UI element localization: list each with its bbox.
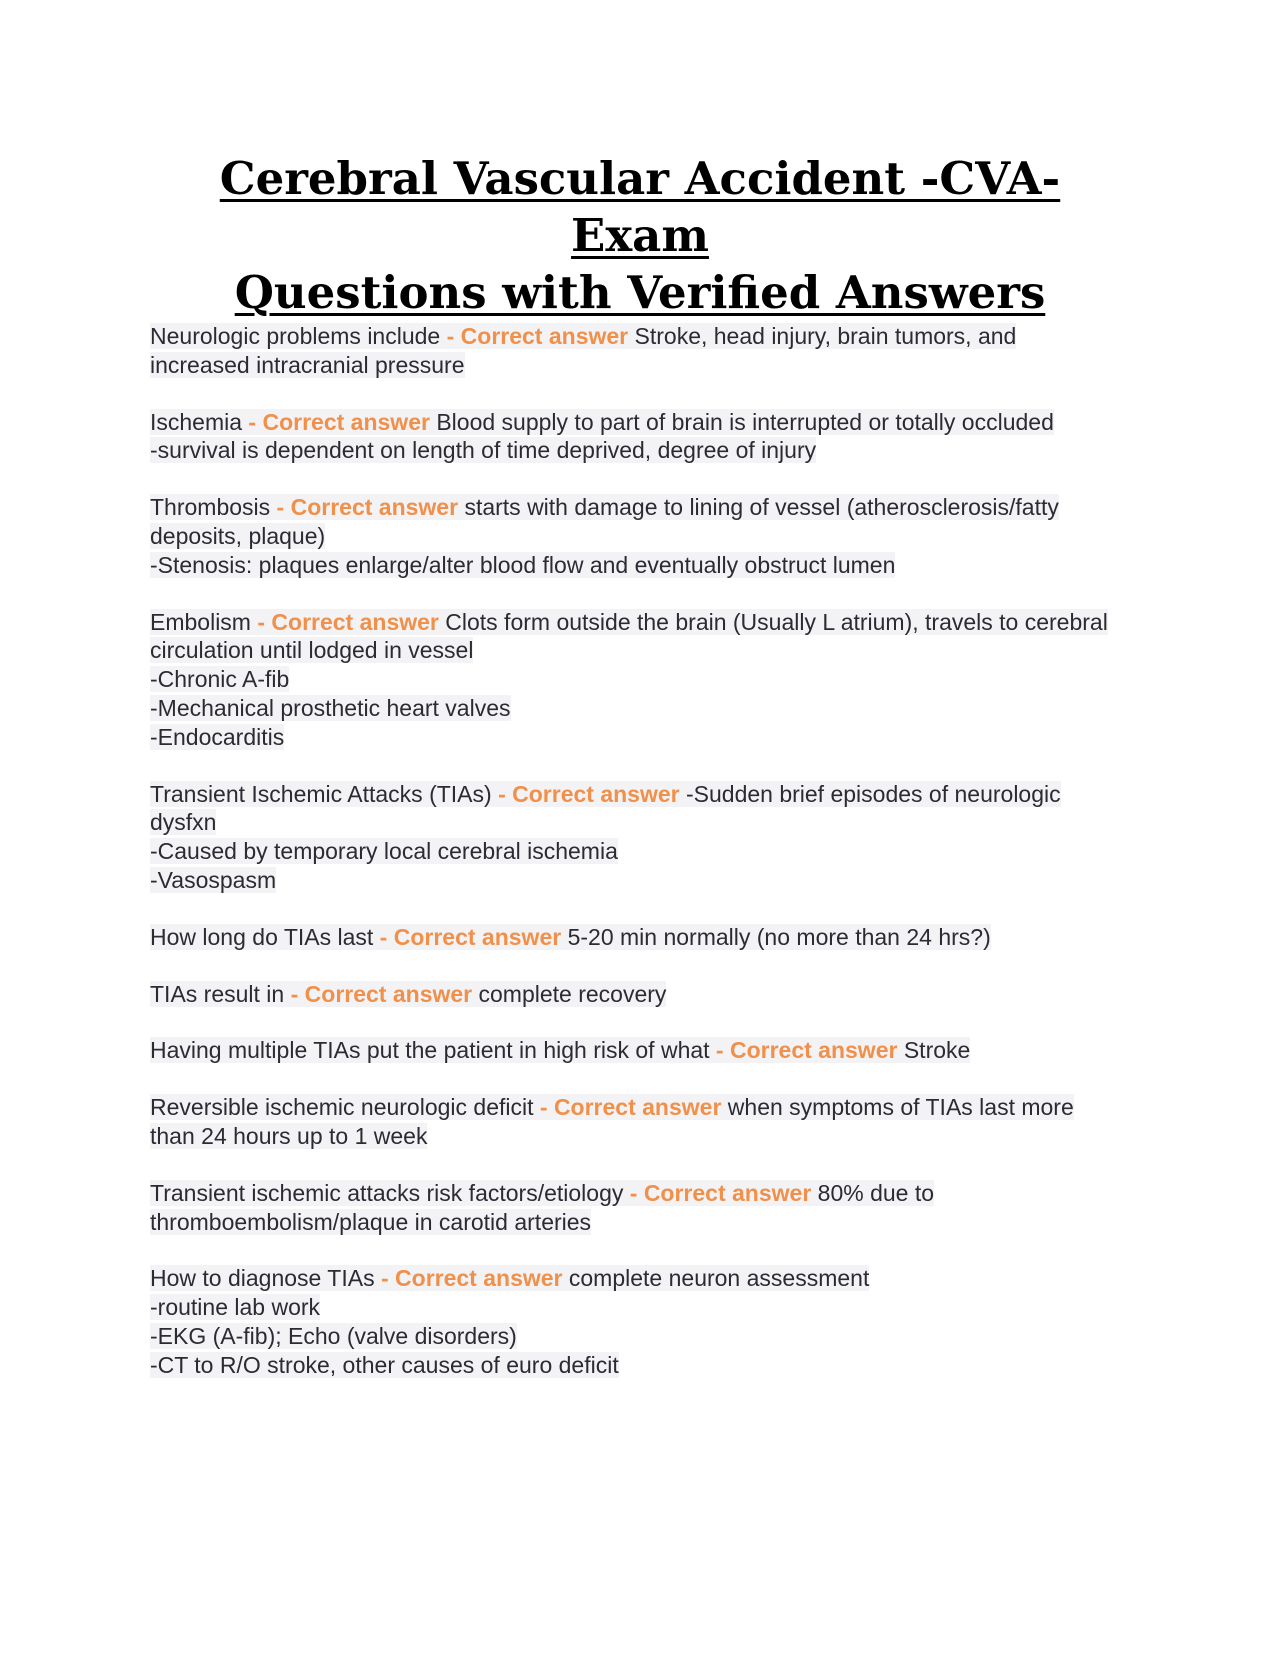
answer-text: 5-20 min normally (no more than 24 hrs?) [567, 923, 991, 950]
answer-detail-line [150, 723, 1110, 752]
answer-detail-text: -Caused by temporary local cerebral ischemia [150, 838, 618, 865]
answer-detail-line [150, 1322, 1110, 1351]
answer-detail-line [150, 1293, 1110, 1322]
correct-answer-label: - Correct answer [242, 408, 437, 435]
answer-text: complete recovery [478, 980, 667, 1007]
answer-text: complete neuron assessment [568, 1265, 870, 1292]
question-text: Transient Ischemic Attacks (TIAs) [150, 780, 492, 807]
qa-main-line [150, 408, 1110, 437]
correct-answer-label: - Correct answer [250, 608, 446, 635]
answer-text: Stroke, head injury, brain tumors, and increased intracranial pressure [150, 323, 1017, 378]
question-text: Ischemia [150, 408, 243, 435]
qa-highlight [150, 1265, 869, 1291]
answer-detail-text: -Stenosis: plaques enlarge/alter blood flow and eventually obstruct lumen [150, 551, 896, 578]
answer-detail-line [150, 694, 1110, 723]
correct-answer-label: - Correct answer [709, 1037, 904, 1064]
qa-main-line [150, 322, 1110, 380]
qa-item [150, 923, 1110, 952]
qa-main-line [150, 1264, 1110, 1293]
qa-highlight [150, 924, 991, 950]
qa-main-line [150, 923, 1110, 952]
answer-text: when symptoms of TIAs last more than 24 hours up to 1 week [150, 1094, 1074, 1149]
qa-highlight [150, 781, 1061, 836]
qa-item [150, 1264, 1110, 1379]
qa-highlight [150, 1180, 934, 1235]
answer-detail-text: -Vasospasm [150, 866, 277, 893]
qa-item [150, 322, 1110, 380]
qa-main-line [150, 980, 1110, 1009]
qa-highlight [150, 409, 1054, 435]
answer-text: starts with damage to lining of vessel (atherosclerosis/fatty deposits, plaque) [150, 494, 1059, 549]
qa-main-line [150, 1179, 1110, 1237]
answer-text: -Sudden brief episodes of neurologic dysfxn [150, 780, 1061, 836]
answer-detail-text: -routine lab work [150, 1294, 321, 1321]
qa-list [150, 322, 1110, 1408]
qa-item [150, 408, 1110, 466]
document-title [150, 150, 1130, 321]
answer-detail-text: -EKG (A-fib); Echo (valve disorders) [150, 1322, 517, 1349]
question-text: TIAs result in [150, 980, 285, 1007]
answer-detail-text: -survival is dependent on length of time deprived, degree of injury [150, 437, 817, 464]
answer-detail-text: -CT to R/O stroke, other causes of euro deficit [150, 1351, 619, 1378]
qa-highlight [150, 1037, 970, 1063]
correct-answer-label: - Correct answer [270, 494, 465, 521]
qa-main-line [150, 608, 1110, 666]
answer-detail-text: -Mechanical prosthetic heart valves [150, 694, 511, 721]
qa-item [150, 1179, 1110, 1237]
answer-detail-text: -Endocarditis [150, 723, 285, 750]
qa-item [150, 980, 1110, 1009]
answer-text: Blood supply to part of brain is interrupted or totally occluded [436, 408, 1054, 435]
qa-item [150, 1036, 1110, 1065]
answer-detail-line [150, 837, 1110, 866]
answer-text: Clots form outside the brain (Usually L atrium), travels to cerebral circulation until lodged in vessel [150, 608, 1108, 664]
qa-highlight [150, 1094, 1074, 1149]
title-line-1: Cerebral Vascular Accident -CVA- Exam [219, 152, 1061, 262]
correct-answer-label: - Correct answer [440, 323, 635, 349]
question-text: Reversible ischemic neurologic deficit [150, 1094, 534, 1121]
question-text: Transient ischemic attacks risk factors/etiology [150, 1179, 624, 1206]
qa-item [150, 608, 1110, 752]
question-text: Having multiple TIAs put the patient in high risk of what [150, 1037, 710, 1064]
qa-main-line [150, 1093, 1110, 1151]
qa-item [150, 780, 1110, 895]
answer-detail-text: -Chronic A-fib [150, 666, 290, 693]
correct-answer-label: - Correct answer [491, 780, 686, 807]
qa-highlight [150, 981, 666, 1007]
correct-answer-label: - Correct answer [284, 980, 479, 1007]
answer-text: 80% due to thromboembolism/plaque in carotid arteries [150, 1179, 935, 1235]
answer-detail-line [150, 866, 1110, 895]
answer-detail-line [150, 665, 1110, 694]
correct-answer-label: - Correct answer [623, 1179, 818, 1206]
answer-detail-line [150, 1351, 1110, 1380]
answer-text: Stroke [903, 1037, 971, 1064]
title-line-2: Questions with Verified Answers [234, 266, 1046, 319]
correct-answer-label: - Correct answer [533, 1094, 728, 1121]
qa-item [150, 1093, 1110, 1151]
qa-item [150, 493, 1110, 579]
question-text: Embolism [150, 608, 251, 635]
qa-highlight [150, 494, 1059, 549]
question-text: Thrombosis [150, 494, 271, 521]
qa-main-line [150, 493, 1110, 551]
qa-main-line [150, 1036, 1110, 1065]
correct-answer-label: - Correct answer [374, 1265, 569, 1292]
answer-detail-line [150, 436, 1110, 465]
qa-highlight [150, 323, 1016, 378]
answer-detail-line [150, 551, 1110, 580]
question-text: How long do TIAs last [150, 923, 374, 950]
qa-main-line [150, 780, 1110, 838]
question-text: Neurologic problems include [150, 323, 441, 349]
qa-highlight [150, 609, 1108, 664]
correct-answer-label: - Correct answer [373, 923, 568, 950]
question-text: How to diagnose TIAs [150, 1265, 375, 1292]
